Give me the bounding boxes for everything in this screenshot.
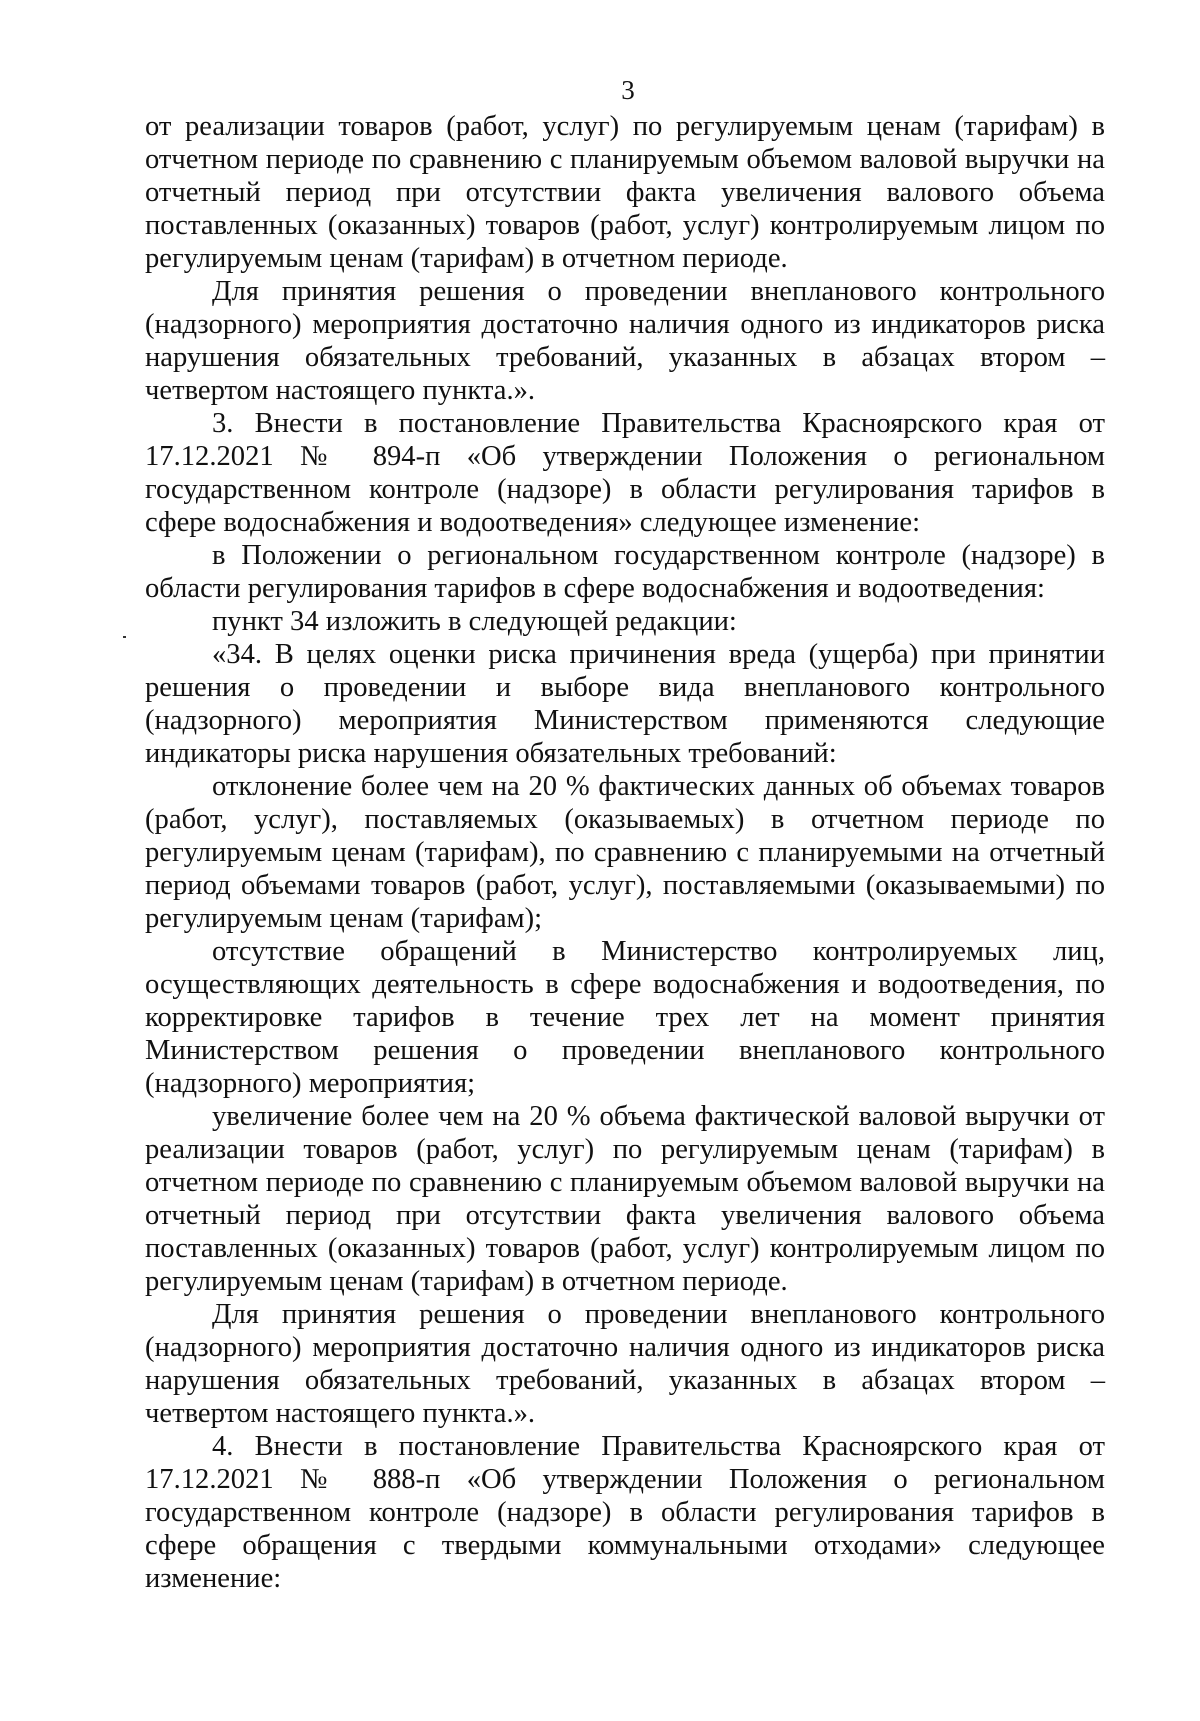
paragraph-item-4: 4. Внести в постановление Правительства Красноярского края от 17.12.2021 № 888-п «Об утверждении Положения о региональном государственном контроле (надзоре) в области регулирования тарифов в сфере обращения с твердыми коммунальными отходами» следующее изменение: bbox=[145, 1431, 1105, 1594]
paragraph-decision-note-2: Для принятия решения о проведении внепланового контрольного (надзорного) мероприятия достаточно наличия одного из индикаторов риска нарушения обязательных требований, указанных в абзацах втором – четвертом настоящего пункта.». bbox=[145, 1299, 1105, 1429]
paragraph-regulation-ref: в Положении о региональном государственном контроле (надзоре) в области регулирования тарифов в сфере водоснабжения и водоотведения: bbox=[145, 540, 1105, 604]
page-number: 3 bbox=[621, 75, 635, 105]
paragraph-item-3: 3. Внести в постановление Правительства Красноярского края от 17.12.2021 № 894-п «Об утверждении Положения о региональном государственном контроле (надзоре) в области регулирования тарифов в сфере водоснабжения и водоотведения» следующее изменение: bbox=[145, 408, 1105, 538]
paragraph-continuation: от реализации товаров (работ, услуг) по регулируемым ценам (тарифам) в отчетном периоде по сравнению с планируемым объемом валовой выручки на отчетный период при отсутствии факта увеличения валового объема поставленных (оказанных) товаров (работ, услуг) контролируемым лицом по регулируемым ценам (тарифам) в отчетном периоде. bbox=[145, 111, 1105, 274]
paragraph-indicator-2: отсутствие обращений в Министерство контролируемых лиц, осуществляющих деятельность в сфере водоснабжения и водоотведения, по корректировке тарифов в течение трех лет на момент принятия Министерством решения о проведении внепланового контрольного (надзорного) мероприятия; bbox=[145, 936, 1105, 1099]
paragraph-point-34-intro: пункт 34 изложить в следующей редакции: bbox=[212, 606, 737, 637]
paragraph-indicator-1: отклонение более чем на 20 % фактических данных об объемах товаров (работ, услуг), поставляемых (оказываемых) в отчетном периоде по регулируемым ценам (тарифам), по сравнению с планируемыми на отчетный период объемами товаров (работ, услуг), поставляемыми (оказываемыми) по регулируемым ценам (тарифам); bbox=[145, 771, 1105, 934]
document-body bbox=[145, 110, 1105, 1595]
scan-speck bbox=[123, 636, 126, 638]
paragraph-point-34: «34. В целях оценки риска причинения вреда (ущерба) при принятии решения о проведении и выборе вида внепланового контрольного (надзорного) мероприятия Министерством применяются следующие индикаторы риска нарушения обязательных требований: bbox=[145, 639, 1105, 769]
paragraph-decision-note-1: Для принятия решения о проведении внепланового контрольного (надзорного) мероприятия достаточно наличия одного из индикаторов риска нарушения обязательных требований, указанных в абзацах втором – четвертом настоящего пункта.». bbox=[145, 276, 1105, 406]
paragraph-indicator-3: увеличение более чем на 20 % объема фактической валовой выручки от реализации товаров (работ, услуг) по регулируемым ценам (тарифам) в отчетном периоде по сравнению с планируемым объемом валовой выручки на отчетный период при отсутствии факта увеличения валового объема поставленных (оказанных) товаров (работ, услуг) контролируемым лицом по регулируемым ценам (тарифам) в отчетном периоде. bbox=[145, 1101, 1105, 1297]
